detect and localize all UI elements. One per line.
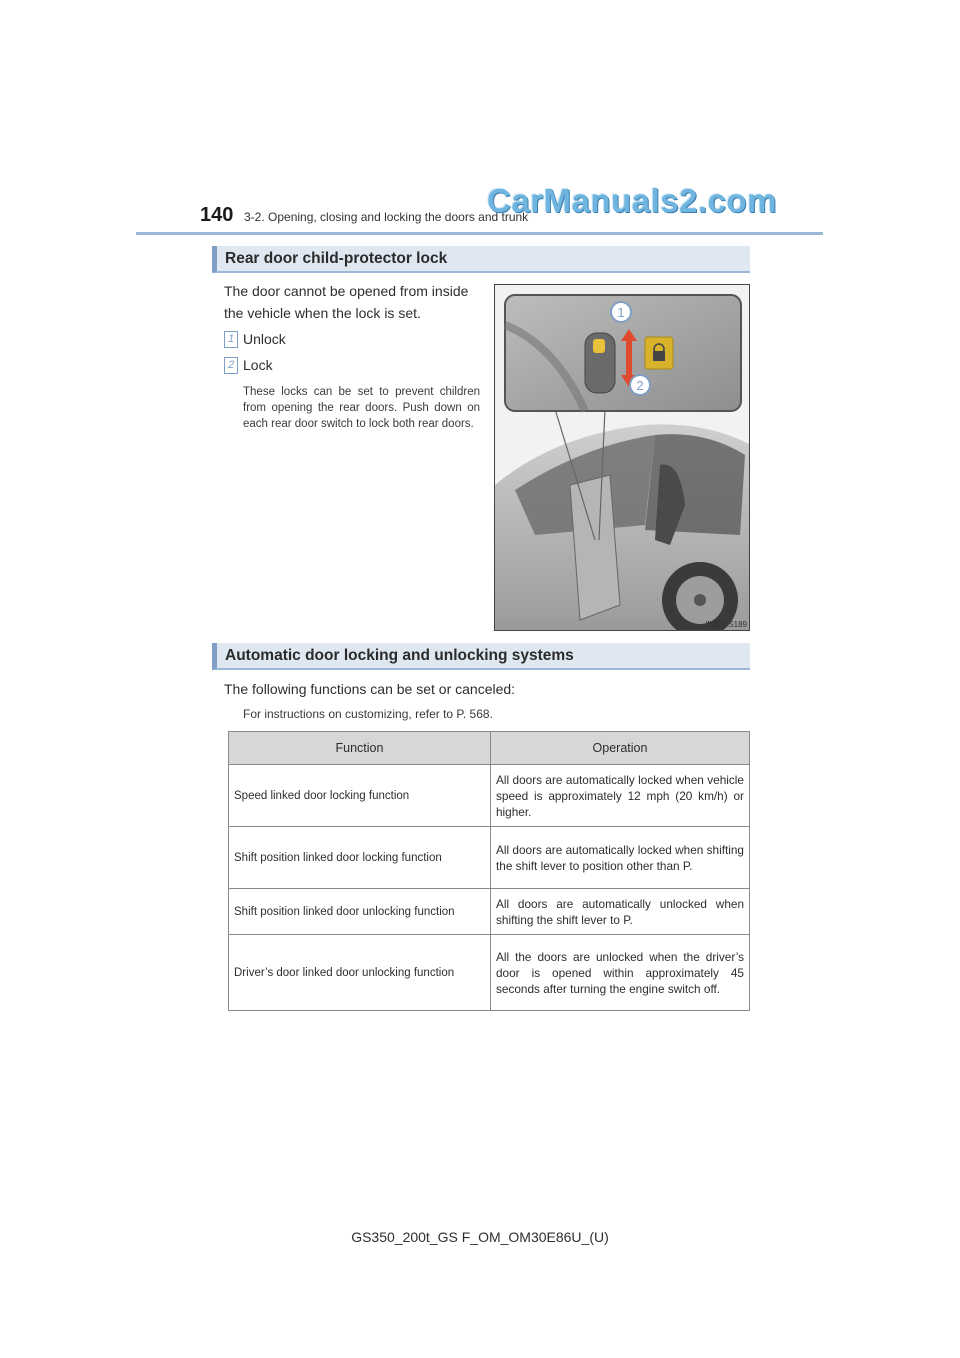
door-illustration-svg [495, 285, 750, 631]
function-cell: Speed linked door locking function [229, 765, 491, 827]
item-label-unlock: Unlock [243, 331, 286, 347]
document-code-footer: GS350_200t_GS F_OM_OM30E86U_(U) [351, 1229, 609, 1245]
table-row [229, 827, 750, 889]
child-lock-illustration [494, 284, 750, 631]
callout-1: 1 [617, 305, 625, 320]
table-header-row [229, 732, 750, 765]
column-header-function: Function [229, 732, 491, 765]
section-header-auto-lock: Automatic door locking and unlocking systems [212, 643, 750, 670]
table-row [229, 935, 750, 1011]
column-header-operation: Operation [491, 732, 750, 765]
child-lock-note: These locks can be set to prevent children from opening the rear doors. Push down on each rear door switch to lock both rear doors. [243, 386, 480, 430]
section-header-child-lock: Rear door child-protector lock [212, 246, 750, 273]
item-number-1: 1 [224, 331, 238, 348]
page-number: 140 [200, 204, 234, 226]
operation-cell: All the doors are unlocked when the driver’s door is opened within approximately 45 seconds after turning the engine switch off. [491, 935, 750, 1011]
operation-cell: All doors are automatically unlocked when shifting the shift lever to P. [491, 889, 750, 935]
function-table [228, 731, 750, 1011]
function-cell: Driver’s door linked door unlocking function [229, 935, 491, 1011]
customize-note: For instructions on customizing, refer to P. 568. [243, 707, 493, 721]
operation-cell: All doors are automatically locked when vehicle speed is approximately 12 mph (20 km/h) or higher. [491, 765, 750, 827]
chapter-title: 3-2. Opening, closing and locking the doors and trunk [244, 210, 529, 224]
function-cell: Shift position linked door locking function [229, 827, 491, 889]
table-row [229, 765, 750, 827]
child-lock-intro: The door cannot be opened from inside the vehicle when the lock is set. [224, 283, 469, 321]
function-cell: Shift position linked door unlocking function [229, 889, 491, 935]
header-rule [136, 232, 823, 235]
item-label-lock: Lock [243, 357, 273, 373]
illustration-code: IN32GS189 [705, 620, 747, 629]
item-number-2: 2 [224, 357, 238, 374]
watermark-logo: CarManuals2.com [487, 182, 777, 219]
callout-2: 2 [636, 378, 644, 393]
table-row [229, 889, 750, 935]
operation-cell: All doors are automatically locked when shifting the shift lever to position other than P. [491, 827, 750, 889]
auto-lock-intro: The following functions can be set or canceled: [224, 681, 516, 697]
